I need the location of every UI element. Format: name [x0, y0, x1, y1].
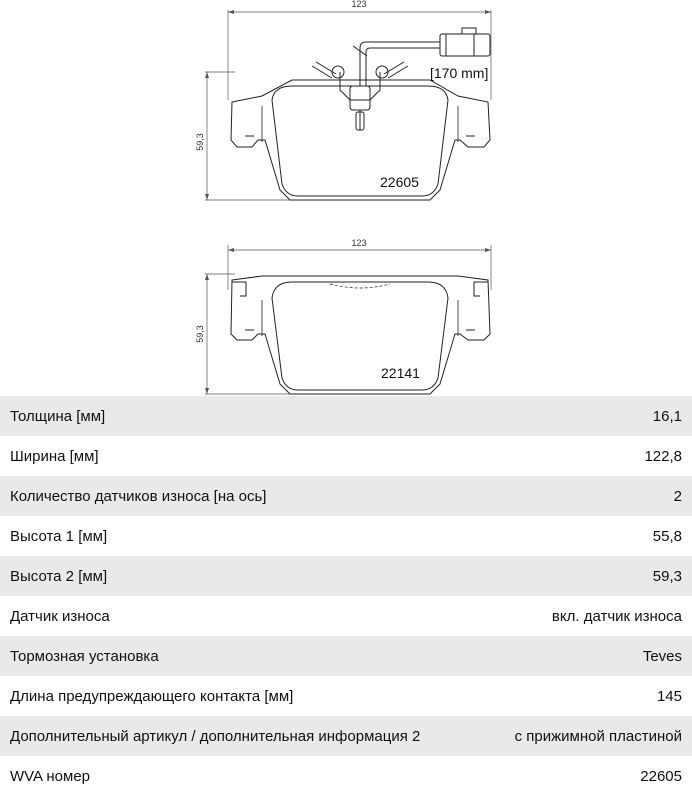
spec-label: WVA номер [10, 767, 91, 785]
spec-label: Тормозная установка [10, 647, 159, 665]
spec-row-warning-contact-length [0, 676, 692, 716]
spec-label: Высота 1 [мм] [10, 527, 108, 545]
drawing1-width-dim: 123 [351, 0, 367, 9]
spec-label: Толщина [мм] [10, 407, 106, 425]
spec-value: 59,3 [652, 567, 682, 585]
drawings-svg [0, 0, 692, 396]
spec-value: 55,8 [652, 527, 682, 545]
spec-row-additional-info [0, 716, 692, 756]
spec-value: Teves [642, 647, 682, 665]
spec-row-height-2 [0, 556, 692, 596]
spec-table [0, 396, 692, 796]
spec-value: с прижимной пластиной [514, 727, 682, 745]
spec-value: 122,8 [644, 447, 682, 465]
spec-label: Длина предупреждающего контакта [мм] [10, 687, 294, 705]
spec-value: 22605 [640, 767, 682, 785]
spec-row-height-1 [0, 516, 692, 556]
spec-label: Количество датчиков износа [на ось] [10, 487, 267, 505]
spec-row-width [0, 436, 692, 476]
drawing1-cable-label: [170 mm] [430, 65, 489, 81]
drawing1-part-number: 22605 [380, 174, 419, 190]
spec-row-sensor-count [0, 476, 692, 516]
spec-label: Высота 2 [мм] [10, 567, 108, 585]
spec-value: 2 [673, 487, 682, 505]
technical-drawings [0, 0, 692, 396]
drawing-pad-22605 [205, 10, 491, 200]
spec-value: вкл. датчик износа [551, 607, 682, 625]
spec-row-wear-sensor [0, 596, 692, 636]
spec-row-thickness [0, 396, 692, 436]
drawing2-height-dim: 59,3 [195, 325, 205, 343]
drawing2-width-dim: 123 [351, 238, 367, 248]
drawing2-part-number: 22141 [381, 365, 420, 381]
spec-value: 145 [656, 687, 682, 705]
drawing1-height-dim: 59,3 [195, 133, 205, 151]
spec-row-brake-system [0, 636, 692, 676]
spec-row-wva-number [0, 756, 692, 796]
spec-label: Дополнительный артикул / дополнительная информация 2 [10, 727, 421, 745]
drawing-pad-22141 [205, 245, 491, 394]
spec-label: Датчик износа [10, 607, 110, 625]
spec-label: Ширина [мм] [10, 447, 99, 465]
spec-value: 16,1 [652, 407, 682, 425]
